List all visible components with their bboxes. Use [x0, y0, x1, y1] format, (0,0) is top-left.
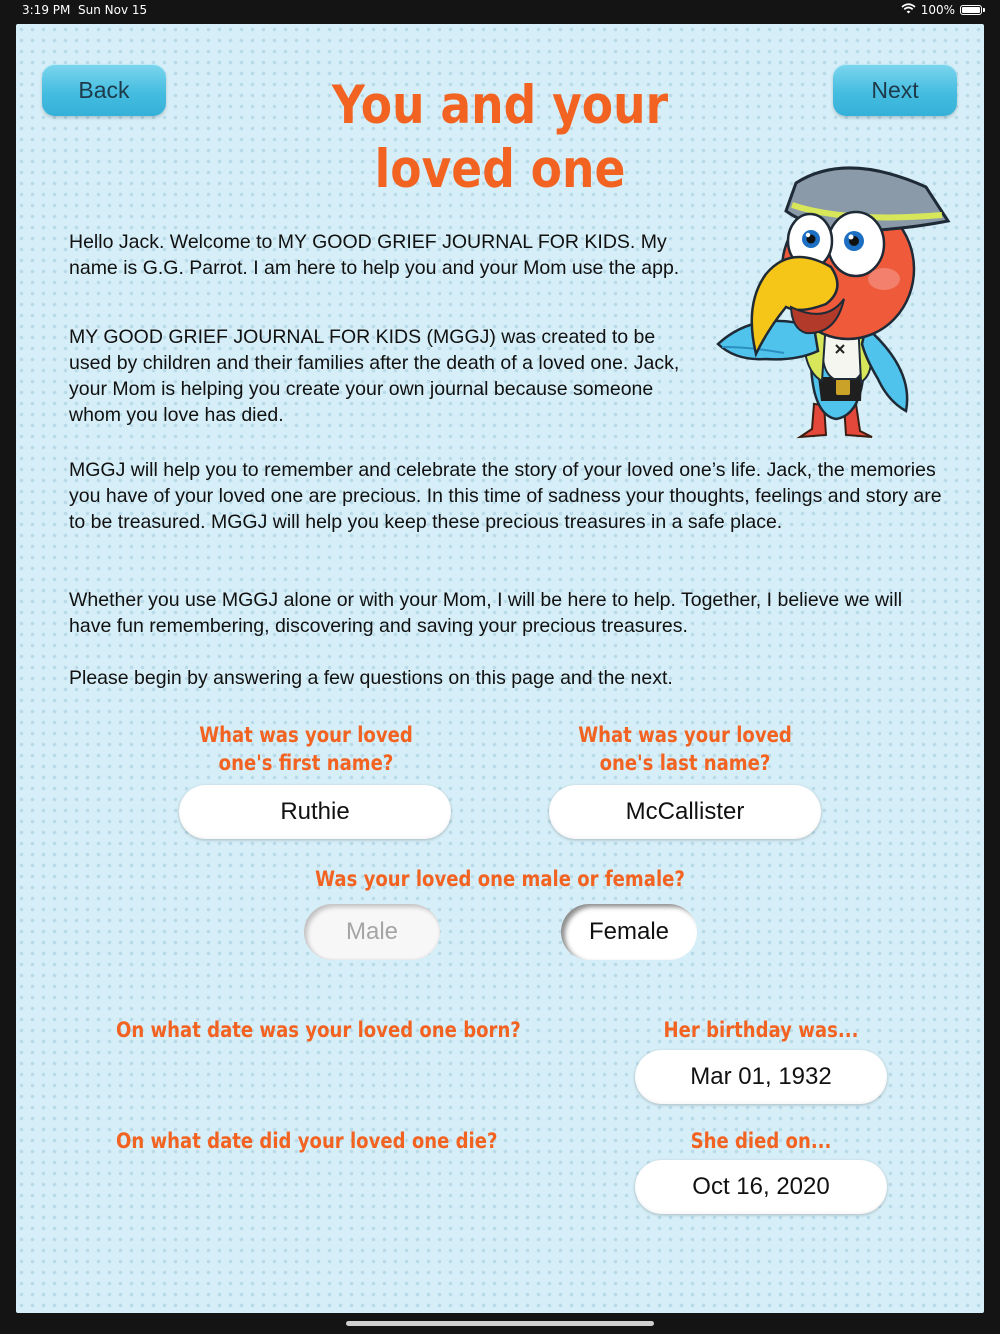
death-date-field[interactable]: [635, 1160, 887, 1214]
intro-paragraph: Hello Jack. Welcome to MY GOOD GRIEF JOURNAL FOR KIDS. My name is G.G. Parrot. I am here to help you and your Mom use the app.: [69, 231, 680, 279]
first-name-question-line-2: one's first name?: [218, 751, 394, 775]
male-toggle-button[interactable]: Male: [304, 904, 440, 960]
first-name-input[interactable]: [179, 785, 451, 839]
support-paragraph: Whether you use MGGJ alone or with your Mom, I will be here to help. Together, I believe we will have fun remembering, discovering and saving your precious treasures.: [69, 589, 903, 637]
birth-date-field[interactable]: [635, 1050, 887, 1104]
purpose-paragraph: MGGJ will help you to remember and celebrate the story of your loved one’s life. Jack, the memories you have of your loved one are precious. In this time of sadness your thoughts, feelings and story are to be treasured. MGGJ will help you keep these precious treasures in a safe place.: [69, 459, 942, 533]
birthday-label: Her birthday was...: [663, 1018, 859, 1042]
battery-icon: [960, 5, 982, 15]
page-title: [299, 74, 701, 202]
battery-percent: 100%: [920, 3, 955, 17]
status-bar: [0, 0, 1000, 22]
first-name-question-line-1: What was your loved: [199, 723, 413, 747]
parrot-mascot-illustration: [696, 139, 966, 449]
last-name-question-line-2: one's last name?: [599, 751, 771, 775]
status-time: 3:19 PM: [22, 3, 71, 17]
journal-page: [16, 24, 984, 1313]
last-name-input[interactable]: [549, 785, 821, 839]
female-toggle-button[interactable]: Female: [561, 904, 697, 960]
title-line-1: You and your: [331, 75, 669, 136]
back-button[interactable]: Back: [42, 64, 166, 116]
status-indicators: [901, 3, 982, 17]
instructions-paragraph: Please begin by answering a few questions on this page and the next.: [69, 667, 673, 689]
next-button[interactable]: Next: [833, 64, 957, 116]
first-name-question: [168, 721, 443, 777]
status-date: Sun Nov 15: [78, 3, 148, 17]
wifi-icon: [901, 3, 916, 17]
died-on-label: She died on...: [690, 1129, 832, 1153]
gender-question: Was your loved one male or female?: [315, 867, 685, 891]
title-line-2: loved one: [374, 139, 626, 200]
last-name-question-line-1: What was your loved: [578, 723, 792, 747]
birth-date-question: On what date was your loved one born?: [116, 1018, 521, 1042]
about-paragraph: MY GOOD GRIEF JOURNAL FOR KIDS (MGGJ) was created to be used by children and their families after the death of a loved one. Jack, your Mom is helping you create your own journal because someone whom you love has died.: [69, 326, 680, 426]
death-date-question: On what date did your loved one die?: [116, 1129, 498, 1153]
last-name-question: [547, 721, 822, 777]
home-indicator[interactable]: [346, 1321, 654, 1326]
